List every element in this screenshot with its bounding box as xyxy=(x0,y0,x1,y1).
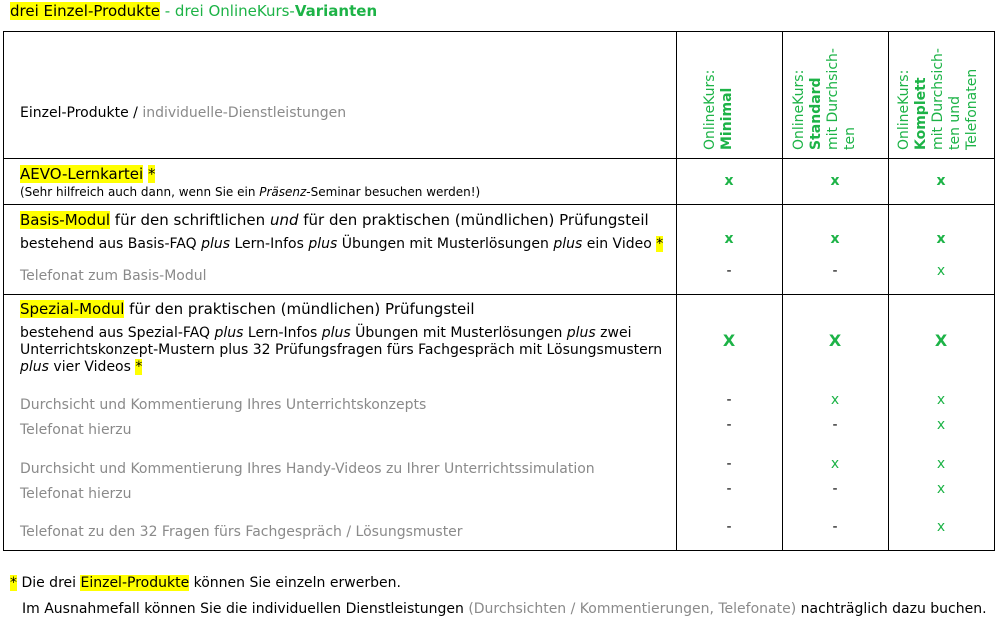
dash-mark: - xyxy=(832,417,838,433)
check-mark: X xyxy=(828,331,842,350)
row-divider xyxy=(4,294,994,295)
column-header-minimal: OnlineKurs: Minimal xyxy=(702,69,735,150)
check-mark: x xyxy=(724,231,734,247)
dash-mark: - xyxy=(726,481,732,497)
comparison-table xyxy=(3,31,995,551)
dash-mark: - xyxy=(726,417,732,433)
dash-mark: - xyxy=(832,481,838,497)
check-mark: x xyxy=(936,481,946,497)
footer-note-2: Im Ausnahmefall können Sie die individuellen Dienstleistungen (Durchsichten / Kommentierungen, Telefonate) nachträglich dazu buchen. xyxy=(22,601,987,617)
check-mark: x xyxy=(936,417,946,433)
spezial-description-3: plus vier Videos * xyxy=(20,359,143,375)
spezial-title: Spezial-Modul für den praktischen (mündlichen) Prüfungsteil xyxy=(20,300,475,318)
dash-mark: - xyxy=(832,263,838,279)
check-mark: x xyxy=(830,456,840,472)
row-divider xyxy=(4,158,994,159)
spezial-service-review-video: Durchsicht und Kommentierung Ihres Handy-Videos zu Ihrer Unterrichtssimulation xyxy=(20,461,595,477)
dash-mark: - xyxy=(726,392,732,408)
check-mark: x xyxy=(936,392,946,408)
page-title: drei Einzel-Produkte - drei OnlineKurs-Varianten xyxy=(10,2,378,20)
check-mark: X xyxy=(934,331,948,350)
footer-note-1: * Die drei Einzel-Produkte können Sie einzeln erwerben. xyxy=(10,575,401,591)
spezial-service-review-concept: Durchsicht und Kommentierung Ihres Unterrichtskonzepts xyxy=(20,397,427,413)
dash-mark: - xyxy=(726,456,732,472)
check-mark: x xyxy=(724,173,734,189)
check-mark: x xyxy=(830,173,840,189)
basis-title: Basis-Modul für den schriftlichen und für den praktischen (mündlichen) Prüfungsteil xyxy=(20,211,649,229)
basis-phone-service: Telefonat zum Basis-Modul xyxy=(20,268,207,284)
dash-mark: - xyxy=(832,519,838,535)
check-mark: x xyxy=(936,231,946,247)
aevo-note: (Sehr hilfreich auch dann, wenn Sie ein Präsenz-Seminar besuchen werden!) xyxy=(20,185,481,199)
aevo-title: AEVO-Lernkartei * xyxy=(20,165,156,183)
check-mark: x xyxy=(936,263,946,279)
row-divider xyxy=(4,204,994,205)
check-mark: x xyxy=(936,456,946,472)
column-header-komplett: OnlineKurs: Komplett mit Durchsich- ten und Telefonaten xyxy=(896,48,980,150)
col-divider xyxy=(782,32,783,550)
dash-mark: - xyxy=(726,263,732,279)
spezial-description-1: bestehend aus Spezial-FAQ plus Lern-Infos plus Übungen mit Musterlösungen plus zwei xyxy=(20,325,632,341)
check-mark: x xyxy=(936,519,946,535)
spezial-service-phone-video: Telefonat hierzu xyxy=(20,486,132,502)
check-mark: x xyxy=(936,173,946,189)
spezial-service-phone-concept: Telefonat hierzu xyxy=(20,422,132,438)
dash-mark: - xyxy=(726,519,732,535)
spezial-service-phone-questions: Telefonat zu den 32 Fragen fürs Fachgespräch / Lösungsmuster xyxy=(20,524,463,540)
basis-description: bestehend aus Basis-FAQ plus Lern-Infos plus Übungen mit Musterlösungen plus ein Video * xyxy=(20,236,664,252)
column-header-standard: OnlineKurs: Standard mit Durchsich- ten xyxy=(791,48,858,150)
check-mark: x xyxy=(830,392,840,408)
check-mark: X xyxy=(722,331,736,350)
title-highlight: drei Einzel-Produkte xyxy=(10,2,160,20)
header-label: Einzel-Produkte / individuelle-Dienstleistungen xyxy=(20,105,347,121)
spezial-description-2: Unterrichtskonzept-Mustern plus 32 Prüfungsfragen fürs Fachgespräch mit Lösungsmustern xyxy=(20,342,663,358)
col-divider xyxy=(676,32,677,550)
check-mark: x xyxy=(830,231,840,247)
col-divider xyxy=(888,32,889,550)
